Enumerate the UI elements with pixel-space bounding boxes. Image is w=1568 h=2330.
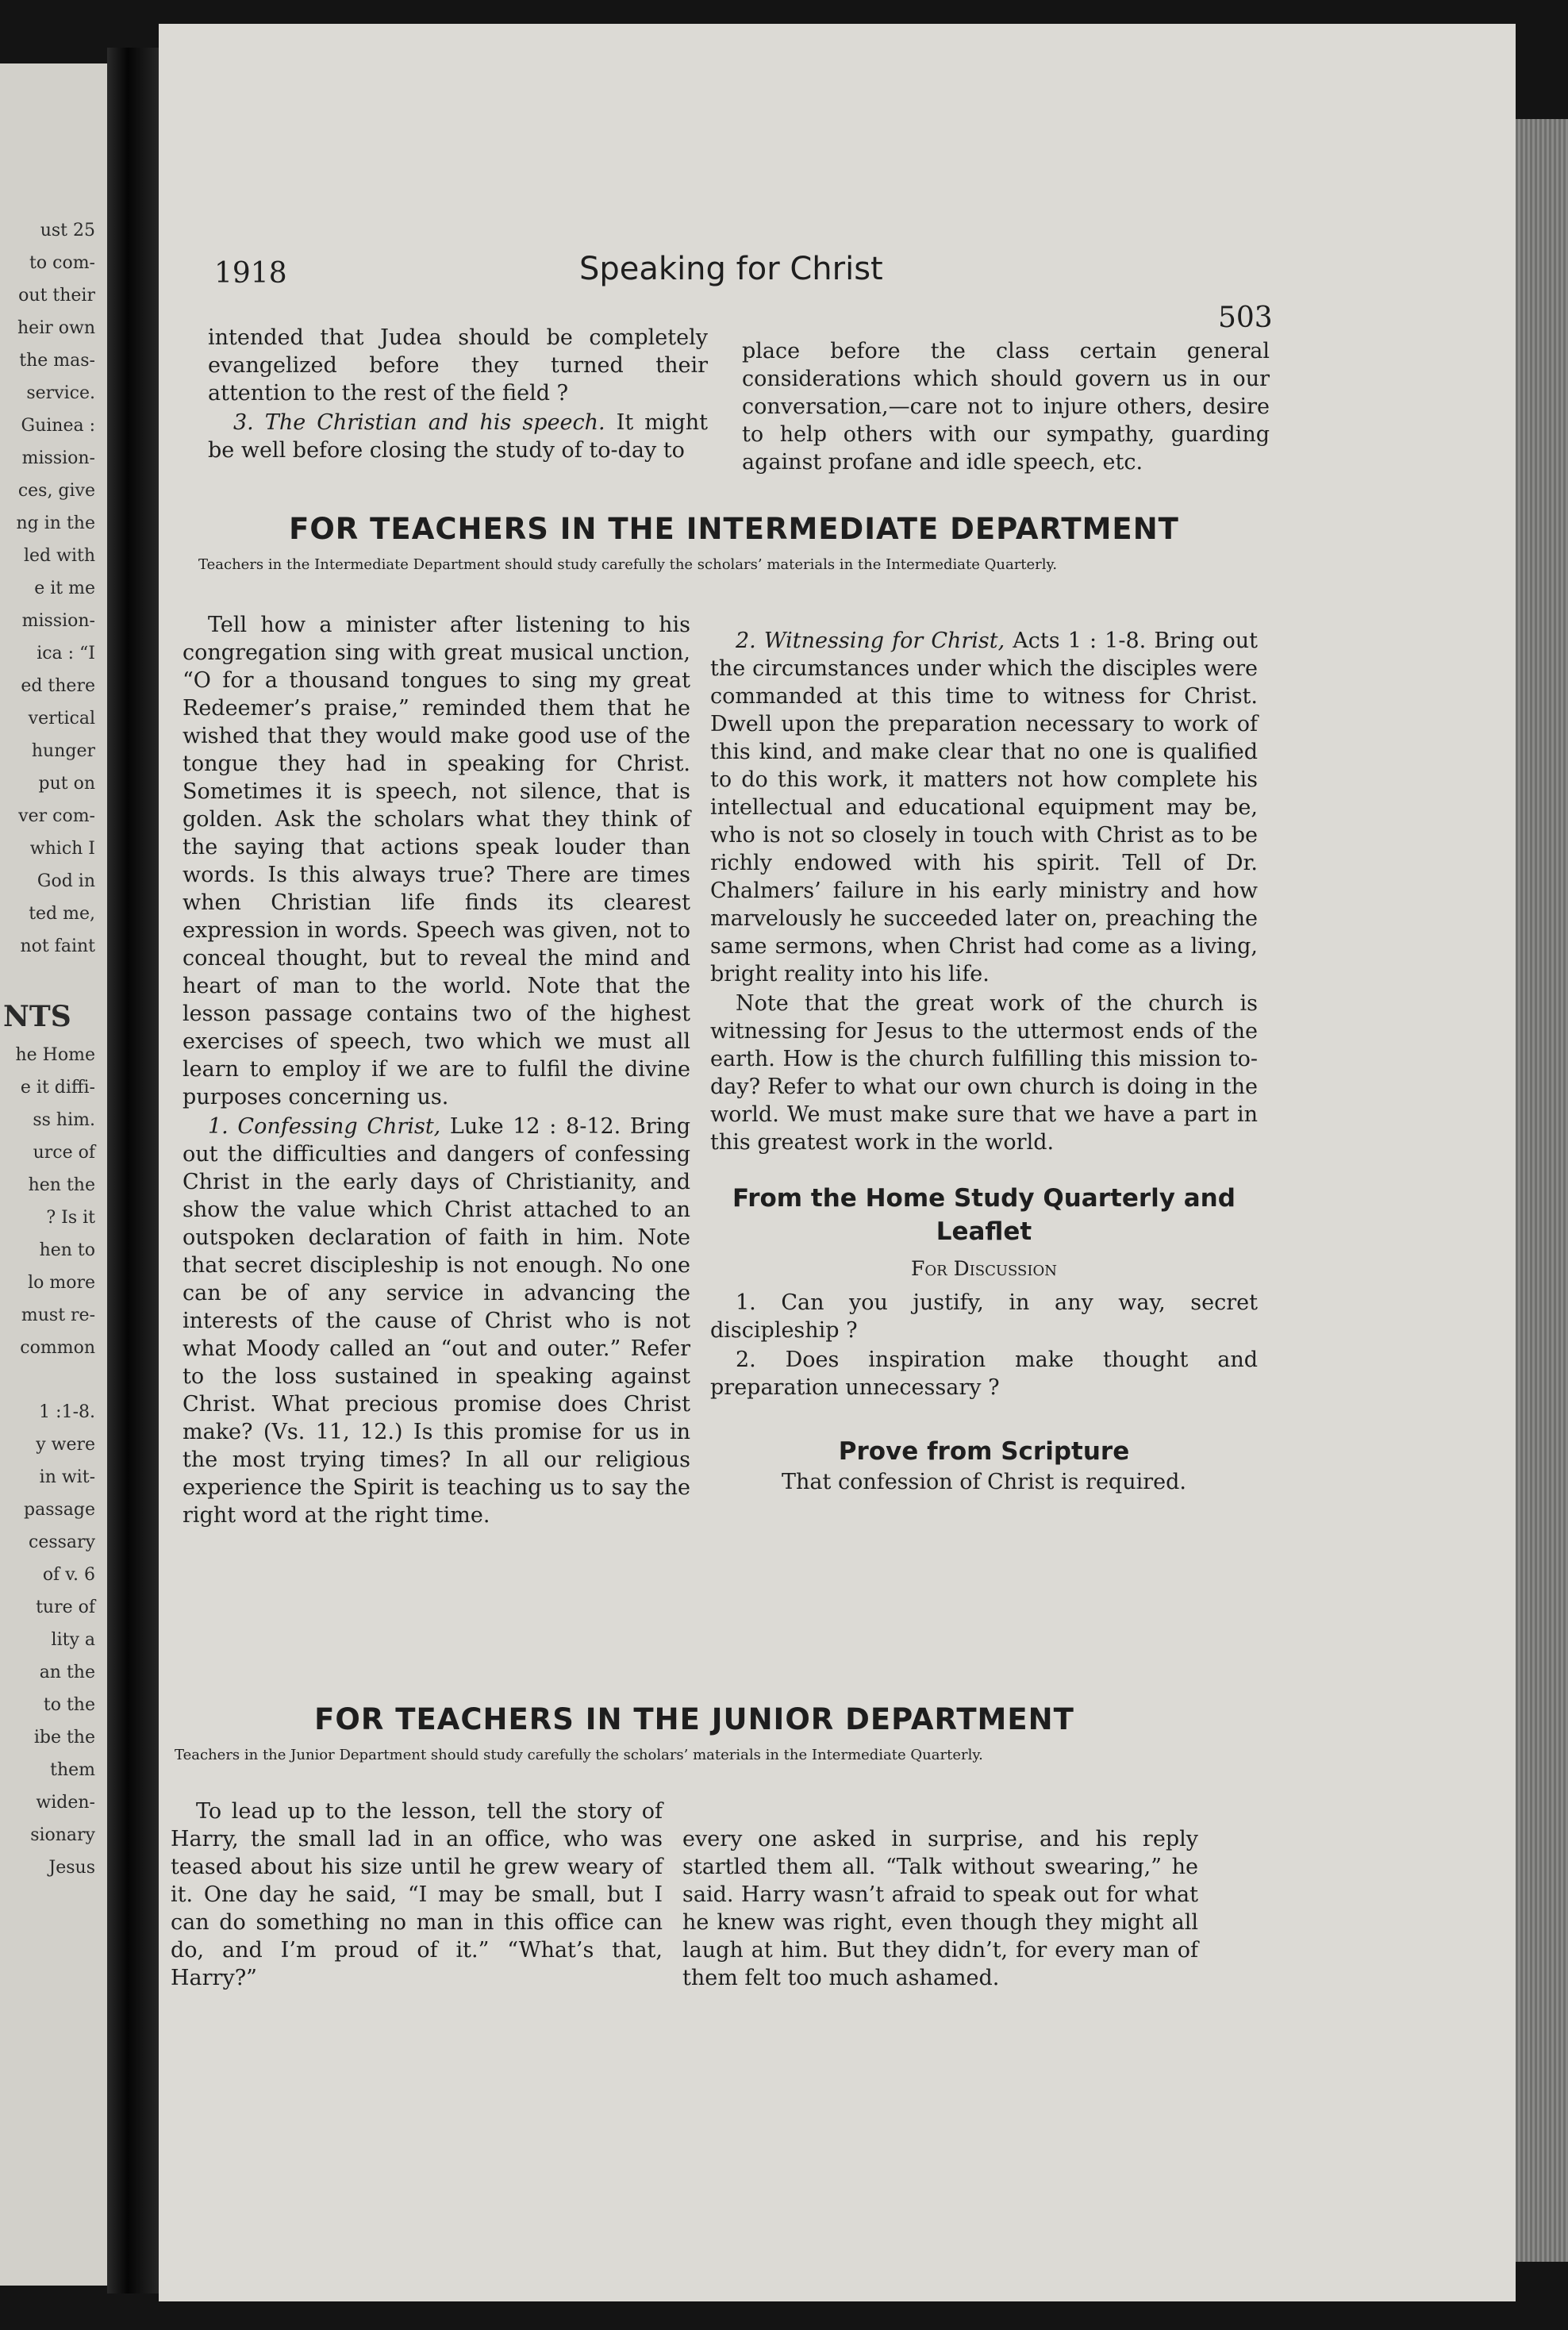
- left-page-line: to com-: [29, 253, 95, 273]
- paragraph: [208, 409, 708, 464]
- left-page-line: God in: [37, 871, 95, 891]
- left-page-line: service.: [26, 383, 95, 403]
- left-page-line: an the: [39, 1663, 95, 1682]
- left-page-line: ed there: [21, 676, 95, 696]
- left-page-line: ver com-: [18, 806, 95, 826]
- left-page-line: cessary: [29, 1532, 95, 1552]
- left-page-line: must re-: [21, 1305, 95, 1325]
- left-page-line: 1 :1-8.: [39, 1402, 95, 1422]
- left-page-line: put on: [38, 774, 95, 794]
- item-label: 2. Witnessing for Christ,: [736, 629, 1005, 653]
- left-page-line: of v. 6: [42, 1565, 95, 1585]
- left-page-line: hunger: [31, 741, 95, 761]
- section-heading-intermediate: FOR TEACHERS IN THE INTERMEDIATE DEPARTMENT: [289, 512, 1179, 546]
- top-right-column: [742, 337, 1270, 478]
- left-page-line: not faint: [20, 936, 95, 956]
- prove-heading: Prove from Scripture: [838, 1437, 1130, 1466]
- item-text: Luke 12 : 8-12. Bring out the difficulties and dangers of confessing Christ in the early days of Christianity, and show the value which Christ attached to an outspoken declaration of faith in him. Note that secret discipleship is not enough. No one can be of any service in advancing the interests of the cause of Christ who is not what Moody called an “out and outer.” Refer to the loss sustained in speaking against Christ. What precious promise does Christ make? (Vs. 11, 12.) Is this promise for us in the most trying times? In all our religious experience the Spirit is teaching us to say the right word at the right time.: [183, 1114, 690, 1528]
- left-page-text: [0, 214, 95, 1884]
- left-page-line: ibe the: [33, 1728, 95, 1748]
- left-page-line: the mas-: [19, 351, 95, 371]
- left-page-line: vertical: [28, 709, 95, 729]
- header-title: Speaking for Christ: [579, 251, 883, 287]
- paragraph: every one asked in surprise, and his reply startled them all. “Talk without swearing,” he said. Harry wasn’t afraid to speak out for what he knew was right, even though they might all laugh at him. But they didn’t, for every man of them felt too much ashamed.: [682, 1827, 1198, 1990]
- left-page-line: Guinea :: [21, 416, 95, 436]
- left-page-line: to the: [43, 1695, 95, 1715]
- left-page-line: in wit-: [39, 1467, 95, 1487]
- left-page-line: e it diffi-: [20, 1078, 95, 1098]
- section-note-junior: Teachers in the Junior Department should study carefully the scholars’ materials in the Intermediate Quarterly.: [175, 1747, 983, 1763]
- discussion-subheading: For Discussion: [911, 1257, 1057, 1280]
- paragraph: place before the class certain general considerations which should govern us in our conversation,—care not to injure others, desire to help others with our sympathy, guarding against profane and idle speech, etc.: [742, 339, 1270, 475]
- left-page-line: passage: [24, 1500, 95, 1520]
- home-study-heading: From the Home Study Quarterly and Leaflet: [732, 1184, 1236, 1246]
- left-page-line: ng in the: [16, 513, 95, 533]
- left-page-line: out their: [18, 286, 95, 306]
- left-page-line: led with: [23, 546, 95, 566]
- paragraph: [183, 1113, 690, 1529]
- paragraph: To lead up to the lesson, tell the story of Harry, the small lad in an office, who was teased about his size until he grew weary of it. One day he said, “I may be small, but I can do something no man in this office can do, and I’m proud of it.” “What’s that, Harry?”: [171, 1799, 663, 1990]
- left-page-line: them: [50, 1760, 95, 1780]
- paragraph: Note that the great work of the church is witnessing for Jesus to the uttermost ends of the earth. How is the church fulfilling this mission to-day? Refer to what our own church is doing in the world. We must make sure that we have a part in this greatest work in the world.: [710, 991, 1258, 1155]
- left-page-line: he Home: [15, 1045, 95, 1065]
- page-number: 503: [1218, 302, 1273, 334]
- left-page-line: mission-: [21, 448, 95, 468]
- left-page-line: lity a: [51, 1630, 95, 1650]
- left-page-line: which I: [29, 839, 95, 859]
- prove-text: That confession of Christ is required.: [782, 1470, 1186, 1494]
- item-text: Acts 1 : 1-8. Bring out the circumstances under which the disciples were commanded at this time to witness for Christ. Dwell upon the preparation necessary to work of this kind, and make clear that no one is qualified to do this work, it matters not how complete his intellectual and educational equipment may be, who is not so closely in touch with Christ as to be richly endowed with his spirit. Tell of Dr. Chalmers’ failure in his early ministry and how marvelously he succeeded later on, preaching the same sermons, when Christ had come as a living, bright reality into his life.: [710, 629, 1258, 986]
- header-year: 1918: [214, 257, 287, 290]
- junior-right-column: [682, 1825, 1198, 1994]
- left-page-line: ust 25: [40, 221, 95, 240]
- left-page-heading: NTS: [3, 1000, 71, 1033]
- left-page-line: ces, give: [17, 481, 95, 501]
- paragraph: intended that Judea should be completely evangelized before they turned their attention to the rest of the field ?: [208, 325, 708, 406]
- paragraph: Tell how a minister after listening to his congregation sing with great musical unction, “O for a thousand tongues to sing my great Redeemer’s praise,” reminded them that he wished that they would make good use of the tongue they had in speaking for Christ. Sometimes it is speech, not silence, that is golden. Ask the scholars what they think of the saying that actions speak louder than words. Is this always true? There are times when Christian life finds its clearest expression in words. Speech was given, not to conceal thought, but to reveal the mind and heart of man to the world. Note that the lesson passage contains two of the highest exercises of speech, two which we must all learn to employ if we are to fulfil the divine purposes concerning us.: [183, 613, 690, 1109]
- left-page-line: hen to: [39, 1240, 95, 1260]
- left-page-line: heir own: [17, 318, 95, 338]
- intermediate-left-column: [183, 611, 690, 1531]
- item-text: It might be well before closing the study of to-day to: [208, 410, 708, 463]
- running-header: [206, 246, 1317, 334]
- question: 1. Can you justify, in any way, secret discipleship ?: [710, 1290, 1258, 1343]
- paragraph: [710, 627, 1258, 988]
- left-page-line: lo more: [28, 1273, 95, 1293]
- left-page-line: hen the: [28, 1175, 95, 1195]
- left-page-line: ted me,: [29, 904, 95, 924]
- junior-left-column: [171, 1797, 663, 1994]
- left-page-line: ss him.: [33, 1110, 95, 1130]
- left-page-line: y were: [36, 1435, 95, 1455]
- intermediate-right-column: [710, 627, 1258, 1496]
- left-page-line: sionary: [30, 1825, 95, 1845]
- page-edges: [1516, 119, 1568, 2262]
- section-heading-junior: FOR TEACHERS IN THE JUNIOR DEPARTMENT: [314, 1702, 1074, 1736]
- left-page-line: urce of: [33, 1143, 95, 1163]
- top-left-column: [208, 324, 708, 466]
- left-page-line: Jesus: [48, 1858, 95, 1878]
- item-label: 1. Confessing Christ,: [208, 1114, 441, 1139]
- left-page-fragment: [0, 63, 107, 2286]
- left-page-line: mission-: [21, 611, 95, 631]
- left-page-line: common: [20, 1338, 95, 1358]
- left-page-line: ? Is it: [46, 1208, 95, 1228]
- left-page-line: widen-: [36, 1793, 95, 1813]
- left-page-line: ica : “I: [37, 644, 95, 663]
- item-label: 3. The Christian and his speech.: [233, 410, 605, 435]
- book-gutter: [107, 48, 159, 2293]
- question: 2. Does inspiration make thought and preparation unnecessary ?: [710, 1348, 1258, 1400]
- section-note-intermediate: Teachers in the Intermediate Department should study carefully the scholars’ materials in the Intermediate Quarterly.: [198, 556, 1058, 573]
- left-page-line: ture of: [36, 1598, 95, 1617]
- left-page-line: e it me: [34, 579, 95, 598]
